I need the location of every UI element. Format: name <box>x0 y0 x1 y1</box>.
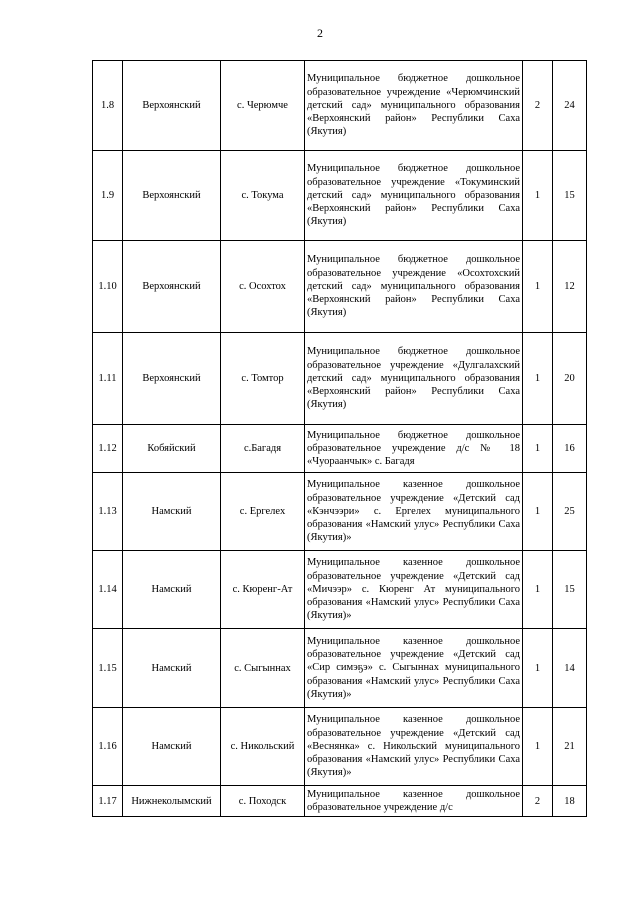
table-row <box>93 473 587 551</box>
institutions-table <box>92 60 587 817</box>
value-b-cell: 15 <box>553 551 587 629</box>
settlement-cell: с. Токума <box>221 151 305 241</box>
district-cell: Верхоянский <box>123 61 221 151</box>
institution-name-cell: Муниципальное бюджетное дошкольное образовательное учреждение «Дулгалахский детский сад» муниципального образования «Верхоянский район» Республики Саха (Якутия) <box>305 333 523 425</box>
row-number: 1.9 <box>93 151 123 241</box>
row-number: 1.15 <box>93 629 123 708</box>
settlement-cell: с. Сыгыннах <box>221 629 305 708</box>
table-row <box>93 151 587 241</box>
value-a-cell: 2 <box>523 786 553 817</box>
district-cell: Верхоянский <box>123 241 221 333</box>
institution-name-cell: Муниципальное бюджетное дошкольное образовательное учреждение «Осохтохский детский сад» муниципального образования «Верхоянский район» Республики Саха (Якутия) <box>305 241 523 333</box>
value-a-cell: 1 <box>523 551 553 629</box>
district-cell: Верхоянский <box>123 333 221 425</box>
value-a-cell: 1 <box>523 708 553 786</box>
value-a-cell: 1 <box>523 629 553 708</box>
value-a-cell: 1 <box>523 333 553 425</box>
table-row <box>93 333 587 425</box>
table-row <box>93 241 587 333</box>
value-a-cell: 1 <box>523 151 553 241</box>
district-cell: Намский <box>123 708 221 786</box>
value-b-cell: 21 <box>553 708 587 786</box>
settlement-cell: с. Осохтох <box>221 241 305 333</box>
value-b-cell: 16 <box>553 425 587 473</box>
district-cell: Верхоянский <box>123 151 221 241</box>
settlement-cell: с. Черюмче <box>221 61 305 151</box>
institution-name-cell: Муниципальное казенное дошкольное образовательное учреждение д/с <box>305 786 523 817</box>
value-b-cell: 15 <box>553 151 587 241</box>
value-b-cell: 18 <box>553 786 587 817</box>
value-b-cell: 25 <box>553 473 587 551</box>
row-number: 1.13 <box>93 473 123 551</box>
table-row <box>93 61 587 151</box>
row-number: 1.16 <box>93 708 123 786</box>
value-a-cell: 1 <box>523 473 553 551</box>
row-number: 1.8 <box>93 61 123 151</box>
settlement-cell: с.Багадя <box>221 425 305 473</box>
row-number: 1.17 <box>93 786 123 817</box>
institution-name-cell: Муниципальное казенное дошкольное образовательное учреждение «Детский сад «Мичээр» с. Кюренг Ат муниципального образования «Намский улус» Республики Саха (Якутия)» <box>305 551 523 629</box>
district-cell: Нижнеколымский <box>123 786 221 817</box>
row-number: 1.10 <box>93 241 123 333</box>
table-row <box>93 708 587 786</box>
institution-name-cell: Муниципальное бюджетное дошкольное образовательное учреждение д/с № 18 «Чуораанчык» с. Багадя <box>305 425 523 473</box>
table-row <box>93 551 587 629</box>
value-a-cell: 1 <box>523 425 553 473</box>
settlement-cell: с. Ергелех <box>221 473 305 551</box>
institution-name-cell: Муниципальное казенное дошкольное образовательное учреждение «Детский сад «Кэнчээри» с. Ергелех муниципального образования «Намский улус» Республики Саха (Якутия)» <box>305 473 523 551</box>
settlement-cell: с. Никольский <box>221 708 305 786</box>
district-cell: Намский <box>123 473 221 551</box>
institution-name-cell: Муниципальное бюджетное дошкольное образовательное учреждение «Токуминский детский сад» муниципального образования «Верхоянский район» Республики Саха (Якутия) <box>305 151 523 241</box>
district-cell: Намский <box>123 629 221 708</box>
district-cell: Намский <box>123 551 221 629</box>
row-number: 1.12 <box>93 425 123 473</box>
value-b-cell: 20 <box>553 333 587 425</box>
settlement-cell: с. Кюренг-Ат <box>221 551 305 629</box>
institution-name-cell: Муниципальное казенное дошкольное образовательное учреждение «Детский сад «Веснянка» с. Никольский муниципального образования «Намский улус» Республики Саха (Якутия)» <box>305 708 523 786</box>
value-a-cell: 2 <box>523 61 553 151</box>
institution-name-cell: Муниципальное казенное дошкольное образовательное учреждение «Детский сад «Сир симэҕэ» с. Сыгыннах муниципального образования «Намский улус» Республики Саха (Якутия)» <box>305 629 523 708</box>
row-number: 1.14 <box>93 551 123 629</box>
value-b-cell: 14 <box>553 629 587 708</box>
table-row <box>93 629 587 708</box>
district-cell: Кобяйский <box>123 425 221 473</box>
value-b-cell: 12 <box>553 241 587 333</box>
table-row <box>93 425 587 473</box>
value-a-cell: 1 <box>523 241 553 333</box>
row-number: 1.11 <box>93 333 123 425</box>
settlement-cell: с. Походск <box>221 786 305 817</box>
page-number: 2 <box>317 26 323 40</box>
institution-name-cell: Муниципальное бюджетное дошкольное образовательное учреждение «Черюмчинский детский сад» муниципального образования «Верхоянский район» Республики Саха (Якутия) <box>305 61 523 151</box>
table-row <box>93 786 587 817</box>
settlement-cell: с. Томтор <box>221 333 305 425</box>
value-b-cell: 24 <box>553 61 587 151</box>
